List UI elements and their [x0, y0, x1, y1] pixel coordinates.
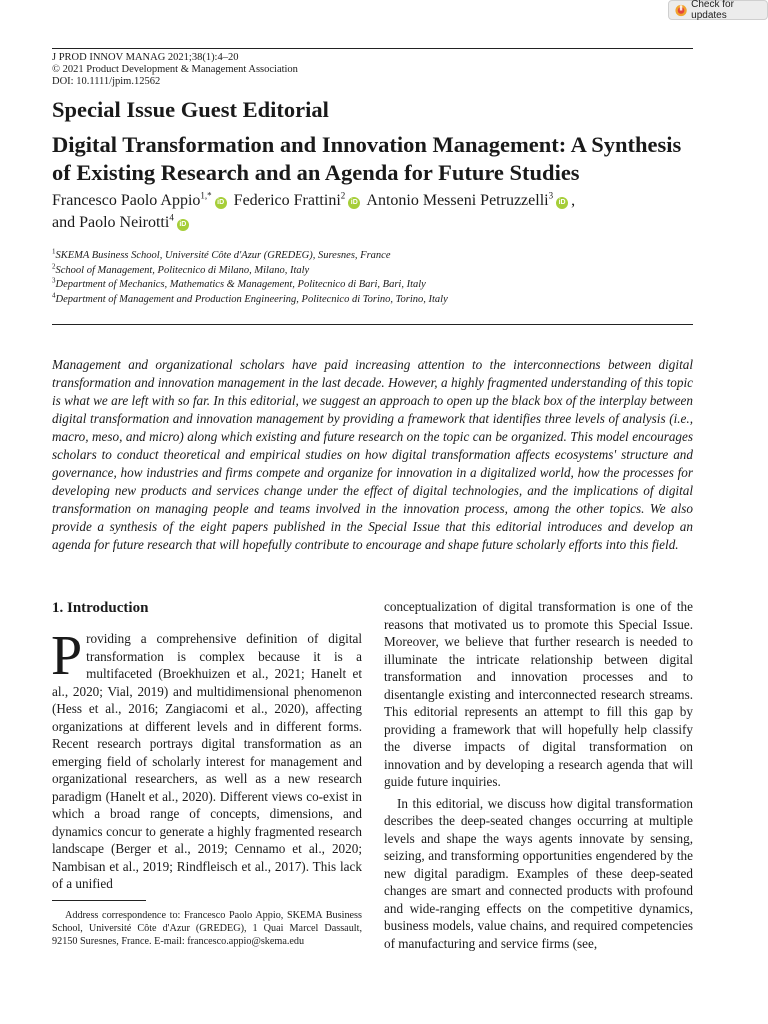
affiliation-item — [52, 278, 448, 293]
author-name: Francesco Paolo Appio — [52, 192, 201, 209]
section-heading: 1. Introduction — [52, 600, 149, 616]
affiliation-sup: 1 — [52, 247, 56, 256]
author-name: Federico Frattini — [233, 192, 341, 209]
abstract: Management and organizational scholars have paid increasing attention to the interconnections between digital transformation and innovation management in the last decade. However, a highly fragmented understanding of this topic is what we are left with so far. In this editorial, we suggest an approach to open up the black box of the interplay between digital transformation and innovation management by providing a framework that identifies three levels of analysis (i.e., macro, meso, and micro) along which existing and future research on the topic can be organized. This model encourages scholars to conduct theoretical and empirical studies on how digital transformation affects ecosystems' structure and governance, how industries and firms compete and organize for innovation in a digitalized world, how the processes for developing new products and services change under the effect of digital technologies, and the implications of digital transformation on managing people and teams involved in the innovation process, among the other topics. We also provide a synthesis of the eight papers published in the Special Issue that this editorial introduces and develop an agenda for future research that will hopefully contribute to encourage and shape future scholarly efforts into this field. — [52, 357, 693, 552]
article-kicker: Special Issue Guest Editorial — [52, 97, 329, 122]
intro-paragraph-2: In this editorial, we discuss how digital transformation describes the deep-seated changes occurring at multiple levels and shape the ways agents innovate by sensing, seizing, and transforming opportunities engendered by the new digital paradigm. Examples of these deep-seated changes are smart and connected products with profound and wide-ranging effects on the competitive dynamics, business models, value chains, and required competencies of manufacturing and service firms (see, — [384, 795, 693, 951]
author-sup: 1,* — [200, 190, 212, 201]
affiliation-text: Department of Mechanics, Mathematics & Management, Politecnico di Bari, Bari, Italy — [55, 279, 426, 290]
affiliation-text: SKEMA Business School, Université Côte d'Azur (GREDEG), Suresnes, France — [55, 250, 391, 261]
orcid-icon[interactable]: iD — [556, 197, 568, 209]
journal-copyright: © 2021 Product Development & Management Association — [52, 64, 298, 75]
check-for-updates-label: Check for updates — [691, 0, 734, 21]
journal-doi[interactable]: DOI: 10.1111/jpim.12562 — [52, 76, 161, 87]
article-title: Digital Transformation and Innovation Management: A Synthesis of Existing Research and an Agenda for Future Studies — [52, 132, 682, 185]
correspondence-footnote: Address correspondence to: Francesco Paolo Appio, SKEMA Business School, Université Côte d'Azur (GREDEG), 1 Quai Marcel Dassault, 92150 Suresnes, France. E-mail: francesco.appio@skema.edu — [52, 910, 362, 947]
check-for-updates-button[interactable] — [668, 0, 768, 20]
body-column-left — [51, 625, 362, 893]
affiliation-item — [52, 264, 448, 279]
author-name: Antonio Messeni Petruzzelli — [366, 192, 549, 209]
check-for-updates-icon — [675, 4, 687, 17]
author-name: and Paolo Neirotti — [52, 214, 170, 231]
affiliation-list — [52, 249, 448, 307]
affiliation-sup: 3 — [52, 276, 56, 285]
author-sup: 3 — [548, 190, 554, 201]
orcid-icon[interactable]: iD — [348, 197, 360, 209]
affiliation-sup: 2 — [52, 262, 56, 270]
author-sup: 4 — [169, 212, 174, 223]
intro-paragraph-continued: conceptualization of digital transformation is one of the reasons that motivated us to promote this Special Issue. Moreover, we believe that further research is needed to illuminate the intricate relationship between digital transformation and innovation processes and to disentangle existing and interconnected research streams. This editorial represents an attempt to fill this gap by providing a framework that will hopefully help classify the diverse impacts of digital transformation on innovation and by developing a research agenda that will guide future inquiries. — [384, 599, 693, 789]
author-sup: 2 — [340, 190, 346, 201]
affiliation-text: Department of Management and Production Engineering, Politecnico di Torino, Torino, Italy — [55, 293, 448, 305]
affiliation-item — [52, 249, 448, 264]
header-rule — [52, 48, 693, 49]
body-column-right — [384, 598, 693, 952]
affiliation-item — [52, 293, 448, 308]
intro-paragraph: roviding a comprehensive definition of digital transformation is complex because it is a multifaceted (Broekhuizen et al., 2021; Hanelt et al., 2020; Vial, 2019) and multidimensional phenomenon (Hess et al., 2016; Zangiacomi et al., 2020), affecting organizations at different levels and in different forms. Recent research portrays digital transformation as an emerging field of scholarly interest for management and organizational researchers, as well as a new research paradigm (Hanelt et al., 2020). Different views co-exist in which a broad range of concepts, dimensions, and dynamics concur to generate a highly fragmented research landscape (Berger et al., 2019; Cennamo et al., 2020; Nambisan et al., 2019; Rindfleisch et al., 2017). This lack of a unified — [52, 631, 362, 891]
abstract-rule — [52, 324, 693, 325]
author-list: Francesco Paolo Appio$^{1,*}$iD Federico Frattini$^2$iD Antonio Messeni Petruzzelli$^3$iD , and Paolo Neirotti$^4$iD — [52, 190, 576, 231]
footnote-rule — [52, 900, 146, 901]
journal-citation: J PROD INNOV MANAG 2021;38(1):4–20 — [52, 52, 239, 63]
affiliation-sup: 4 — [52, 291, 56, 299]
affiliation-text: School of Management, Politecnico di Milano, Milano, Italy — [55, 264, 310, 276]
drop-cap: P — [51, 625, 83, 687]
orcid-icon[interactable]: iD — [215, 197, 227, 209]
orcid-icon[interactable]: iD — [177, 219, 189, 231]
